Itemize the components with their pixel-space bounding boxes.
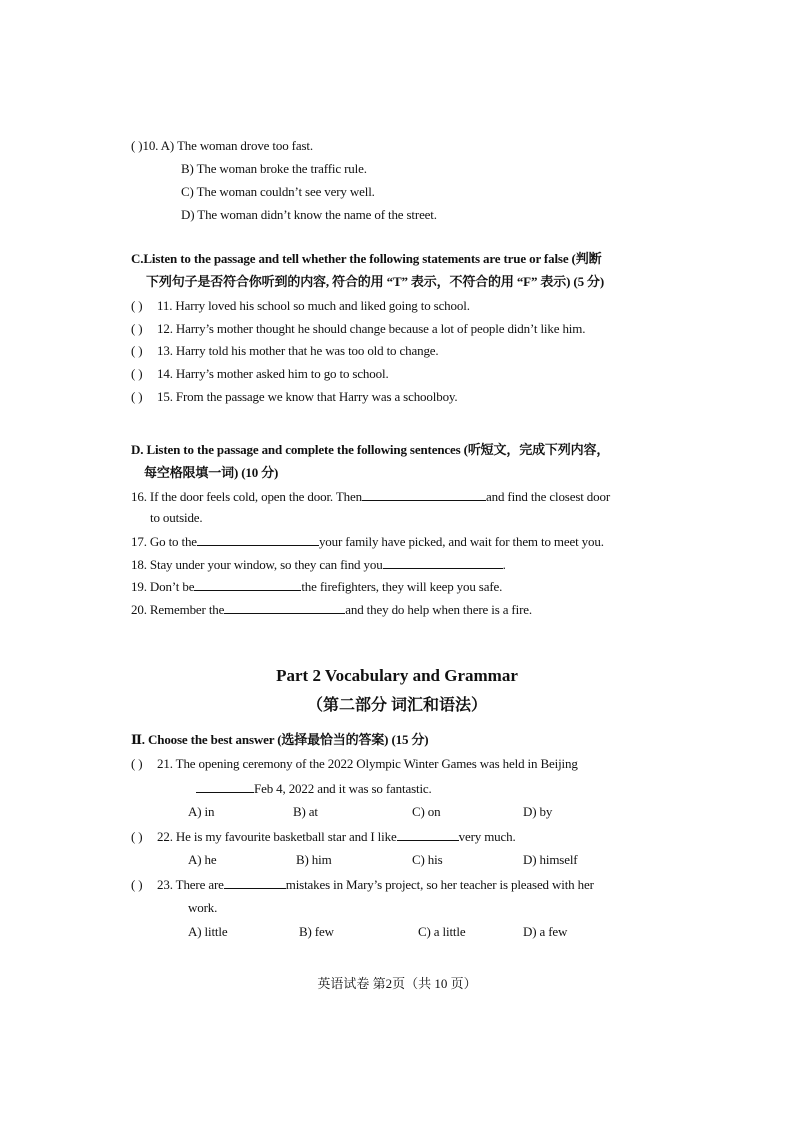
question-23: ( ) 23. There are mistakes in Mary’s project, so her teacher is pleased with her: [131, 877, 594, 892]
q10-option-d: D) The woman didn’t know the name of the street.: [181, 207, 437, 222]
answer-bracket[interactable]: ( ): [131, 321, 143, 336]
q10-option-c: C) The woman couldn’t see very well.: [181, 184, 375, 199]
q21-option-a[interactable]: A) in: [188, 804, 215, 819]
fill-blank-18[interactable]: [383, 556, 503, 569]
fill-blank-22[interactable]: [397, 828, 459, 841]
fill-blank-16[interactable]: [362, 488, 486, 501]
section-c-heading: C.Listen to the passage and tell whether the following statements are true or false (判断: [131, 251, 602, 266]
answer-bracket[interactable]: ( ): [131, 138, 143, 153]
q22-option-c[interactable]: C) his: [412, 852, 443, 867]
q10-option-b: B) The woman broke the traffic rule.: [181, 161, 367, 176]
q23-option-b[interactable]: B) few: [299, 924, 334, 939]
section-d-heading-cont: 每空格限填一词) (10 分): [144, 465, 279, 480]
question-11: ( ) 11. Harry loved his school so much and liked going to school.: [131, 298, 470, 313]
section-d-heading: D. Listen to the passage and complete the following sentences (听短文，完成下列内容，: [131, 442, 610, 457]
answer-bracket[interactable]: ( ): [131, 389, 143, 404]
answer-bracket[interactable]: ( ): [131, 366, 143, 381]
question-22: ( ) 22. He is my favourite basketball star and I like very much.: [131, 829, 516, 844]
q23-option-d[interactable]: D) a few: [523, 924, 568, 939]
question-13: ( ) 13. Harry told his mother that he was too old to change.: [131, 343, 439, 358]
part-2-subtitle: （第二部分 词汇和语法）: [306, 697, 487, 714]
fill-blank-19[interactable]: [194, 578, 301, 591]
question-17: 17. Go to the your family have picked, and wait for them to meet you.: [131, 534, 604, 549]
q10-option-a: A) The woman drove too fast.: [160, 138, 313, 153]
q23-option-c[interactable]: C) a little: [418, 924, 466, 939]
question-16: 16. If the door feels cold, open the door. Then and find the closest door: [131, 489, 611, 504]
q22-option-d[interactable]: D) himself: [523, 852, 578, 867]
question-21-cont: Feb 4, 2022 and it was so fantastic.: [196, 780, 432, 797]
question-21: ( ) 21. The opening ceremony of the 2022 Olympic Winter Games was held in Beijing: [131, 756, 578, 771]
question-23-cont: work.: [188, 900, 218, 915]
fill-blank-23[interactable]: [224, 876, 286, 889]
answer-bracket[interactable]: ( ): [131, 343, 143, 358]
fill-blank-20[interactable]: [224, 601, 345, 614]
question-20: 20. Remember the and they do help when there is a fire.: [131, 602, 532, 617]
q22-option-b[interactable]: B) him: [296, 852, 332, 867]
section-c-heading-cont: 下列句子是否符合你听到的内容, 符合的用 “T” 表示，不符合的用 “F” 表示) (5 分): [146, 274, 605, 289]
q21-option-b[interactable]: B) at: [293, 804, 318, 819]
answer-bracket[interactable]: ( ): [131, 298, 143, 313]
section-ii-heading: Ⅱ. Choose the best answer (选择最恰当的答案) (15 分): [131, 732, 429, 747]
answer-bracket[interactable]: ( ): [131, 829, 143, 844]
question-15: ( ) 15. From the passage we know that Harry was a schoolboy.: [131, 389, 458, 404]
question-19: 19. Don’t be the firefighters, they will keep you safe.: [131, 579, 503, 594]
answer-bracket[interactable]: ( ): [131, 877, 143, 892]
question-18: 18. Stay under your window, so they can find you .: [131, 557, 506, 572]
fill-blank-21[interactable]: [196, 780, 254, 793]
q21-option-d[interactable]: D) by: [523, 804, 553, 819]
question-16-cont: to outside.: [150, 510, 203, 525]
page-footer: 英语试卷 第2页（共 10 页）: [317, 976, 477, 991]
fill-blank-17[interactable]: [197, 533, 319, 546]
q21-option-c[interactable]: C) on: [412, 804, 441, 819]
question-14: ( ) 14. Harry’s mother asked him to go to school.: [131, 366, 389, 381]
question-10-stem: ( )10. A) The woman drove too fast.: [131, 138, 313, 153]
question-12: ( ) 12. Harry’s mother thought he should change because a lot of people didn’t like him.: [131, 321, 586, 336]
q22-option-a[interactable]: A) he: [188, 852, 217, 867]
answer-bracket[interactable]: ( ): [131, 756, 143, 771]
part-2-title: Part 2 Vocabulary and Grammar: [276, 666, 518, 685]
q23-option-a[interactable]: A) little: [188, 924, 228, 939]
